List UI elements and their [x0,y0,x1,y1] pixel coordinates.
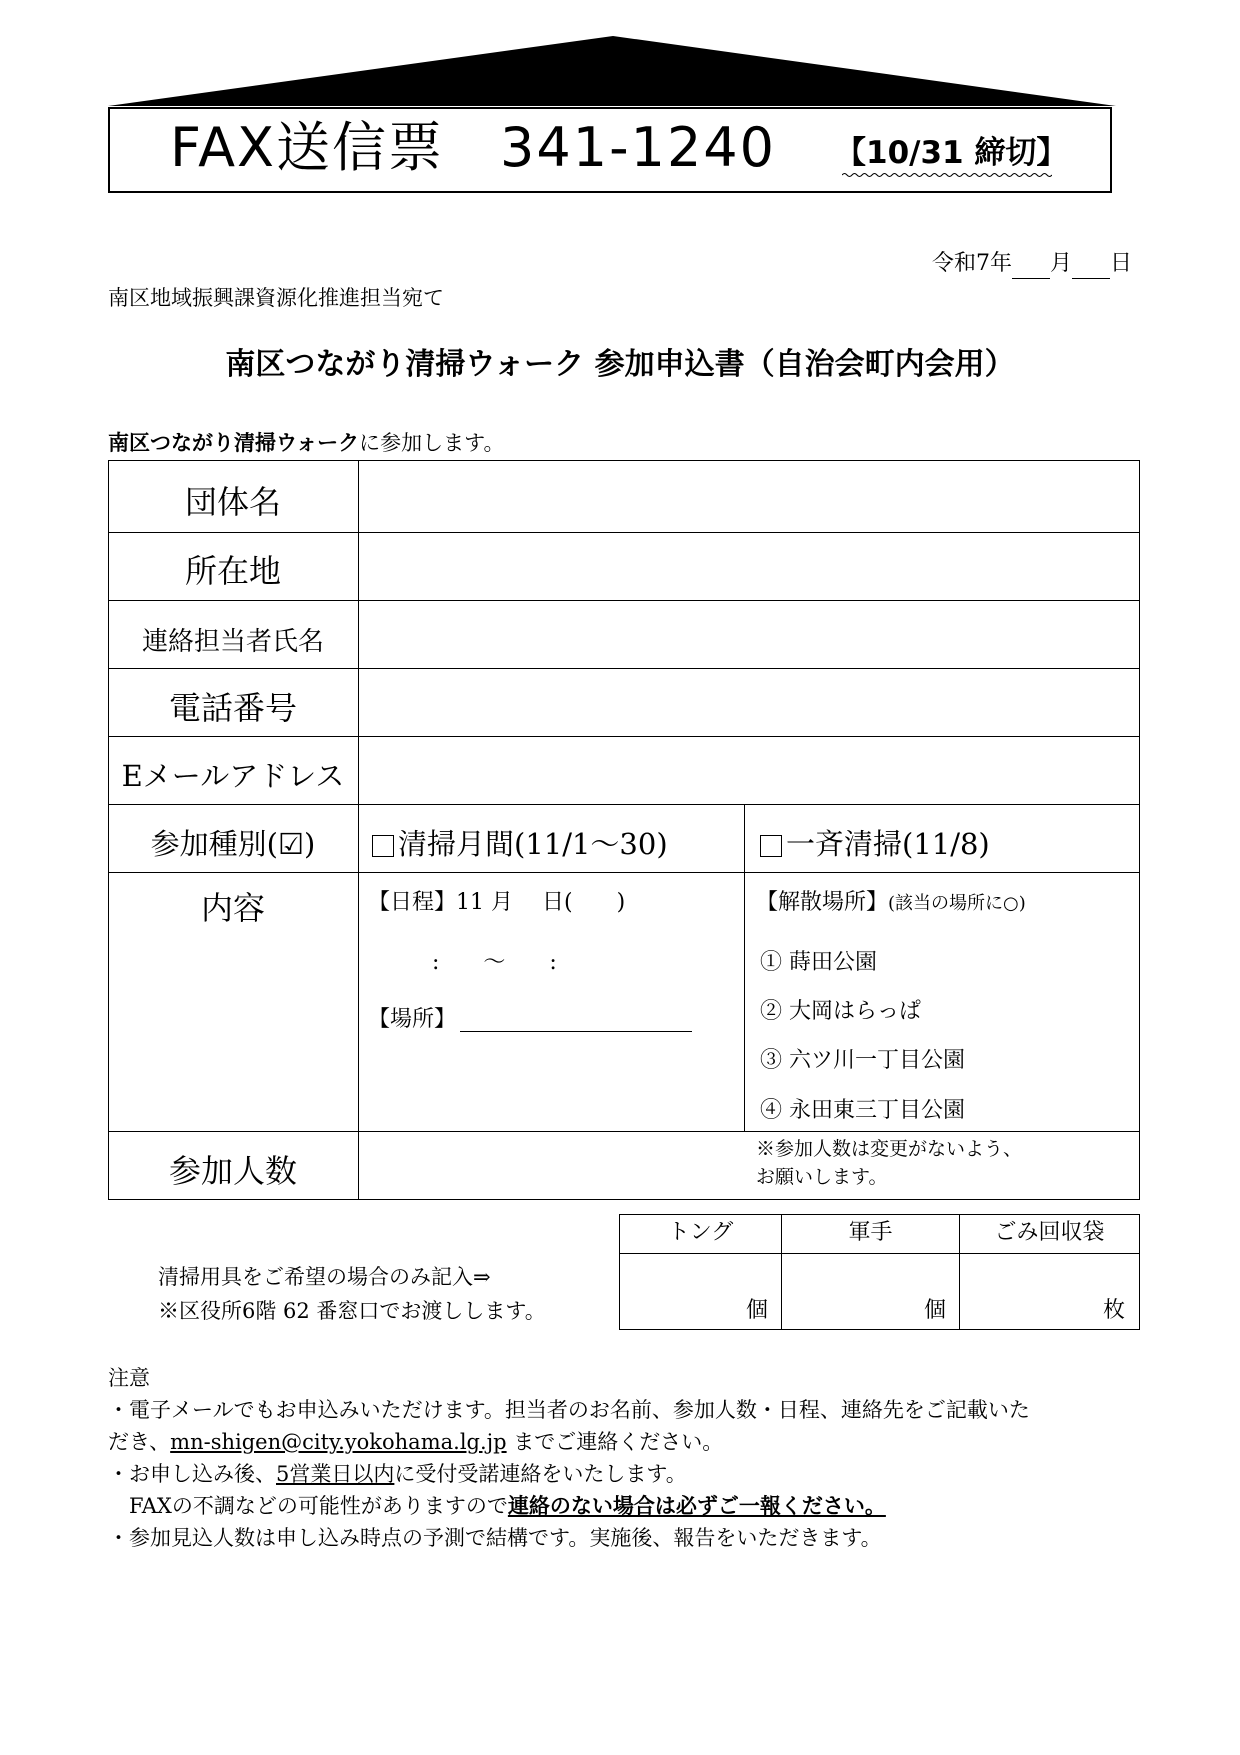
intro-event-name: 南区つながり清掃ウォーク [108,431,360,455]
participation-type-label: 参加種別(☑) [150,827,316,861]
gloves-unit: 個 [924,1298,947,1323]
tools-request-text: 清掃用具をご希望の場合のみ記入⇒ [158,1265,491,1289]
address-input[interactable] [360,534,1138,599]
date-era: 令和7年 [932,251,1012,276]
tools-pickup-text: ※区役所6階 62 番窓口でお渡しします。 [158,1299,546,1323]
table-label-divider [358,460,359,1200]
table-border-right [1139,460,1140,1200]
participants-input[interactable] [360,1133,744,1198]
tools-header-gloves: 軍手 [848,1220,893,1245]
tools-header-garbage-bags: ごみ回収袋 [994,1220,1105,1245]
org-name-input[interactable] [360,462,1138,531]
table-row-divider [108,872,1140,873]
header-roof-decoration [108,34,1118,108]
tools-header-divider [619,1253,1140,1254]
contact-name-input[interactable] [360,602,1138,667]
option-cleaning-month-label: 清掃月間(11/1～30) [398,827,668,861]
day-blank[interactable] [1072,254,1110,279]
note-email-post: までご連絡ください。 [506,1430,724,1454]
option-simultaneous-cleaning-label: 一斉清掃(11/8) [786,827,990,861]
note-participants: ・参加見込人数は申し込み時点の予測で結構です。実施後、報告をいただきます。 [108,1526,882,1550]
participants-note-2: お願いします。 [756,1166,888,1188]
phone-input[interactable] [360,670,1138,735]
contact-email-link[interactable]: mn-shigen@city.yokohama.lg.jp [170,1430,507,1454]
table-border-top [108,460,1140,461]
table-row-divider [108,1131,1140,1132]
option-cleaning-month[interactable] [372,824,668,864]
date-day-label: 日 [1110,251,1133,276]
tools-border-right [1139,1214,1140,1330]
table-row-divider [108,804,1140,805]
fax-title: FAX送信票 341-1240 [170,116,777,179]
time-range-line[interactable]: : ～ : [432,950,557,975]
note-response-pre: ・お申し込み後、 [108,1462,276,1486]
note-fax [108,1490,1148,1522]
tools-border-top [619,1214,1140,1215]
location-option[interactable]: ② 大岡はらっぱ [760,999,921,1024]
org-name-label: 団体名 [184,483,281,521]
email-input[interactable] [360,738,1138,803]
participants-label: 参加人数 [168,1152,297,1190]
note-fax-pre: FAXの不調などの可能性がありますので [108,1494,508,1518]
month-blank[interactable] [1012,254,1050,279]
date-line [932,249,1132,279]
location-option[interactable]: ④ 永田東三丁目公園 [760,1098,965,1123]
place-label: 【場所】 [368,1007,457,1032]
note-email-1: ・電子メールでもお申込みいただけます。担当者のお名前、参加人数・日程、連絡先をご記載いた [108,1398,1030,1422]
place-line [368,1005,456,1035]
table-row-divider [108,736,1140,737]
note-fax-warning: 連絡のない場合は必ずご一報ください。 [507,1494,886,1518]
address-label: 所在地 [184,552,281,590]
notes-heading: 注意 [108,1366,150,1390]
table-row-divider [108,532,1140,533]
cleaning-month-checkbox[interactable] [372,835,394,857]
content-label: 内容 [200,889,265,927]
table-column-divider [744,804,745,1131]
location-option[interactable]: ① 蒔田公園 [760,950,877,975]
dissolution-note: (該当の場所に○) [888,893,1026,914]
form-title: 南区つながり清掃ウォーク 参加申込書（自治会町内会用） [225,347,1015,382]
fax-title-box [108,107,1112,193]
tools-header-tongs: トング [667,1220,734,1245]
place-input-line[interactable] [460,1031,692,1032]
table-border-bottom [108,1199,1140,1200]
dissolution-line [756,888,1026,919]
option-simultaneous-cleaning[interactable] [760,824,990,864]
simultaneous-cleaning-checkbox[interactable] [760,835,782,857]
contact-name-label: 連絡担当者氏名 [141,627,324,657]
date-month-label: 月 [1050,251,1073,276]
phone-label: 電話番号 [168,689,297,727]
note-response-deadline: 5営業日以内 [276,1462,395,1486]
table-row-divider [108,668,1140,669]
table-row-divider [108,600,1140,601]
note-email-2 [108,1426,1148,1458]
note-response-post: に受付受諾連絡をいたします。 [394,1462,687,1486]
intro-line [108,428,505,458]
note-email-pre: だき、 [108,1430,171,1454]
location-option[interactable]: ③ 六ツ川一丁目公園 [760,1048,965,1073]
deadline-label: 【10/31 締切】 [835,135,1068,171]
recipient-line: 南区地域振興課資源化推進担当宛て [108,286,444,310]
participants-note-1: ※参加人数は変更がないよう、 [756,1138,1023,1160]
garbage-bags-unit: 枚 [1103,1298,1126,1323]
email-label: Eメールアドレス [121,759,345,793]
notes-section [108,1362,1148,1554]
dissolution-label: 【解散場所】 [756,890,889,915]
tongs-unit: 個 [746,1298,769,1323]
tools-border-bottom [619,1329,1140,1330]
intro-rest: に参加します。 [359,431,505,455]
deadline-wavy-underline [842,172,1052,178]
schedule-line[interactable]: 【日程】11 月 日( ) [368,890,626,915]
note-response [108,1458,1148,1490]
